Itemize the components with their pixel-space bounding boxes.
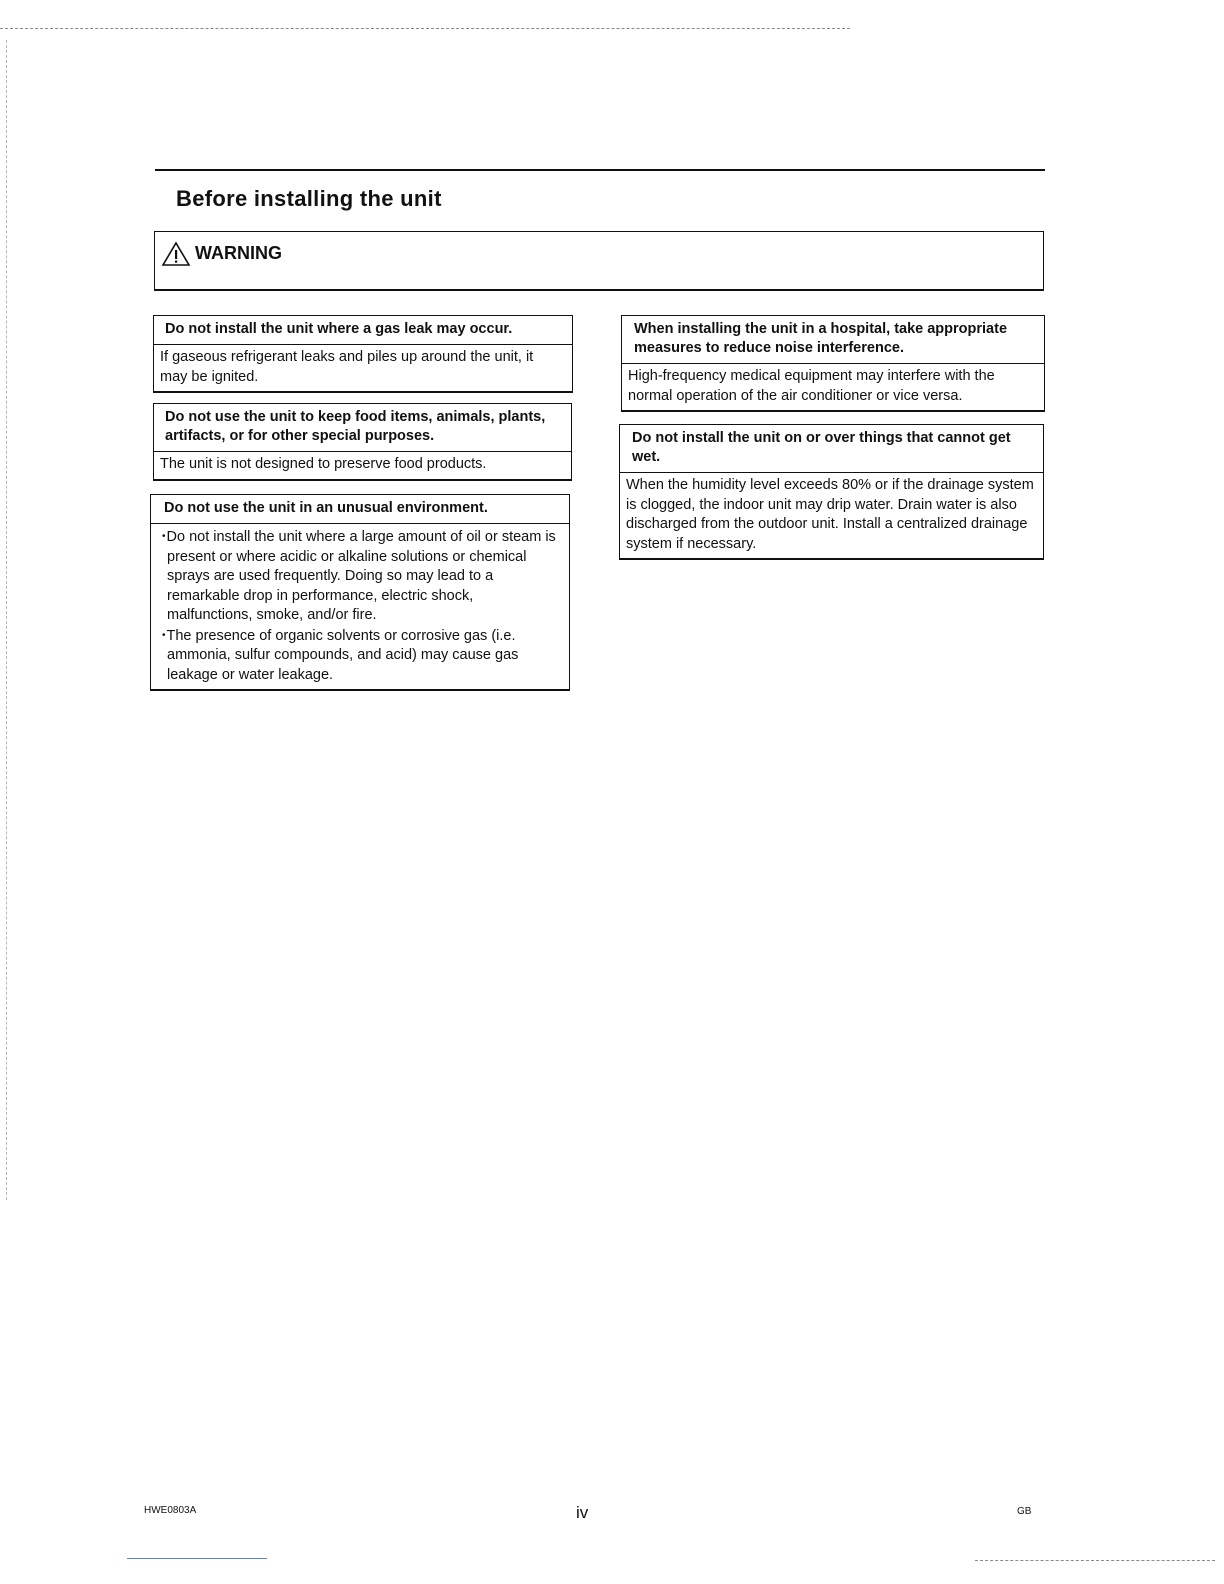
card-heading: Do not install the unit on or over things that cannot get wet. [620, 425, 1043, 473]
warning-card-gas-leak [153, 315, 573, 393]
warning-card-wet [619, 424, 1044, 560]
scan-artifact-top [0, 28, 850, 29]
footer-doc-code: HWE0803A [144, 1505, 197, 1516]
footer-region: GB [1017, 1506, 1032, 1517]
card-heading: When installing the unit in a hospital, take appropriate measures to reduce noise interference. [622, 316, 1044, 364]
warning-banner [154, 231, 1044, 291]
card-body [151, 524, 569, 689]
header-rule [155, 169, 1045, 171]
card-heading: Do not use the unit in an unusual environment. [151, 495, 569, 524]
bullet-item: • The presence of organic solvents or corrosive gas (i.e. ammonia, sulfur compounds, and acid) may cause gas leakage or water leakage. [167, 626, 561, 686]
card-heading: Do not install the unit where a gas leak may occur. [154, 316, 572, 345]
warning-label: WARNING [195, 243, 282, 263]
scan-artifact-bottom [975, 1560, 1215, 1561]
footer-page-number: iv [576, 1503, 589, 1522]
bullet-list [157, 527, 561, 685]
scan-artifact-left [6, 40, 7, 1200]
card-body: If gaseous refrigerant leaks and piles up around the unit, it may be ignited. [160, 349, 534, 385]
card-body: When the humidity level exceeds 80% or if the drainage system is clogged, the indoor unit may drip water. Drain water is also discharged from the outdoor unit. Install a centralized drainage system if necessary. [626, 477, 1034, 552]
bullet-item: • Do not install the unit where a large amount of oil or steam is present or where acidic or alkaline solutions or chemical sprays are used frequently. Doing so may lead to a remarkable drop in performance, electric shock, malfunctions, smoke, and/or fire. [167, 527, 561, 626]
card-body: The unit is not designed to preserve food products. [160, 456, 487, 472]
card-heading: Do not use the unit to keep food items, animals, plants, artifacts, or for other special purposes. [154, 404, 571, 452]
warning-triangle-icon [161, 241, 191, 267]
warning-card-special-purposes [153, 403, 572, 481]
warning-card-unusual-environment [150, 494, 570, 691]
scan-artifact-blue [127, 1558, 267, 1559]
warning-card-hospital [621, 315, 1045, 412]
page-title: Before installing the unit [176, 186, 442, 211]
card-body: High-frequency medical equipment may interfere with the normal operation of the air conditioner or vice versa. [628, 368, 995, 404]
